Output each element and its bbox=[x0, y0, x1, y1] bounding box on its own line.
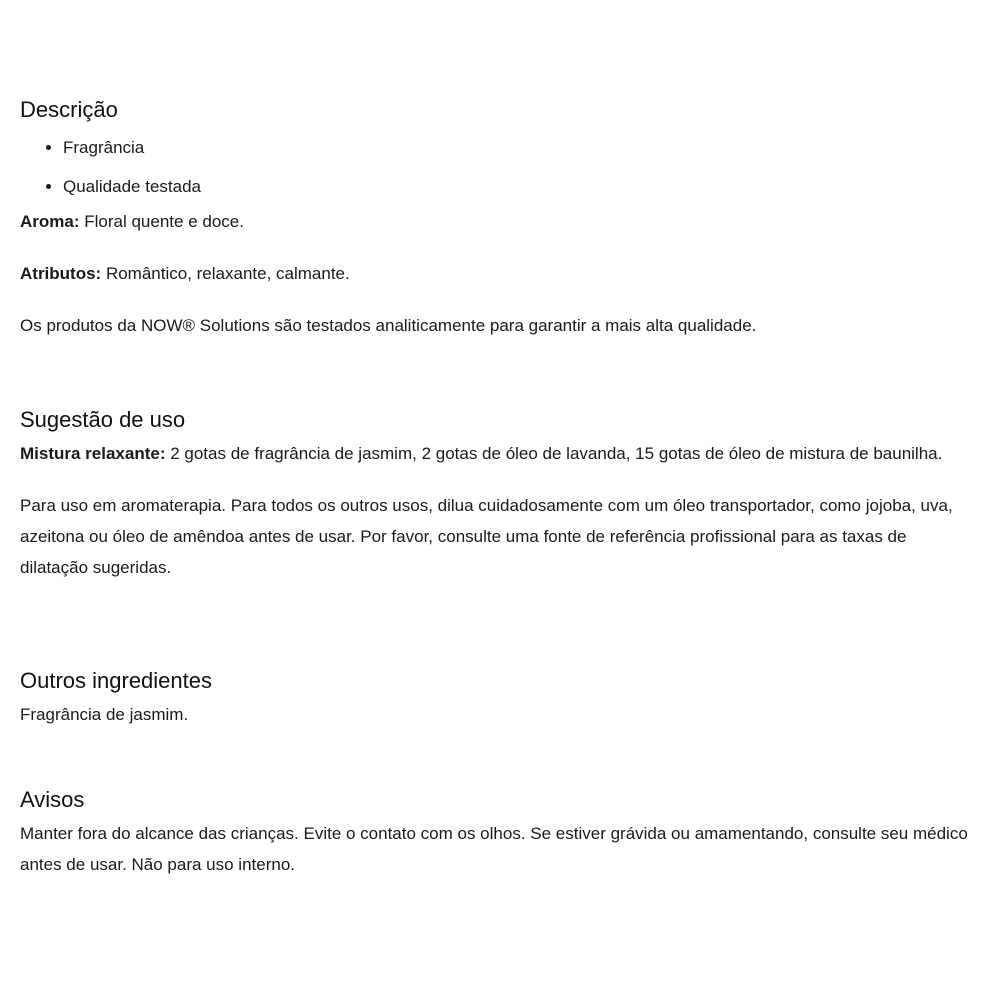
warnings-section bbox=[20, 782, 970, 880]
description-heading: Descrição bbox=[20, 97, 118, 122]
quality-paragraph: Os produtos da NOW® Solutions são testados analiticamente para garantir a mais alta qualidade. bbox=[20, 316, 757, 335]
warnings-text: Manter fora do alcance das crianças. Evite o contato com os olhos. Se estiver grávida ou amamentando, consulte seu médico antes de usar. Não para uso interno. bbox=[20, 824, 968, 874]
relaxing-blend-text: 2 gotas de fragrância de jasmim, 2 gotas de óleo de lavanda, 15 gotas de óleo de mistura de baunilha. bbox=[165, 444, 943, 463]
usage-section bbox=[20, 402, 970, 583]
usage-heading: Sugestão de uso bbox=[20, 407, 186, 432]
description-bullet-list bbox=[20, 128, 970, 206]
description-section bbox=[20, 92, 970, 341]
attributes-label: Atributos: bbox=[20, 264, 102, 283]
list-item: • Qualidade testada bbox=[63, 167, 970, 206]
aroma-text: Floral quente e doce. bbox=[79, 212, 244, 231]
relaxing-blend-line bbox=[20, 438, 970, 469]
warnings-heading: Avisos bbox=[20, 787, 85, 812]
other-ingredients-heading: Outros ingredientes bbox=[20, 668, 212, 693]
usage-paragraph: Para uso em aromaterapia. Para todos os outros usos, dilua cuidadosamente com um óleo transportador, como jojoba, uva, azeitona ou óleo de amêndoa antes de usar. Por favor, consulte uma fonte de referência profissional para as taxas de dilatação sugeridas. bbox=[20, 496, 953, 577]
aroma-line bbox=[20, 206, 970, 237]
list-item: • Fragrância bbox=[63, 128, 970, 167]
other-ingredients-section bbox=[20, 663, 970, 730]
relaxing-blend-label: Mistura relaxante: bbox=[20, 444, 166, 463]
other-ingredients-text: Fragrância de jasmim. bbox=[20, 705, 189, 724]
attributes-line bbox=[20, 258, 970, 289]
aroma-label: Aroma: bbox=[20, 212, 80, 231]
attributes-text: Romântico, relaxante, calmante. bbox=[101, 264, 350, 283]
